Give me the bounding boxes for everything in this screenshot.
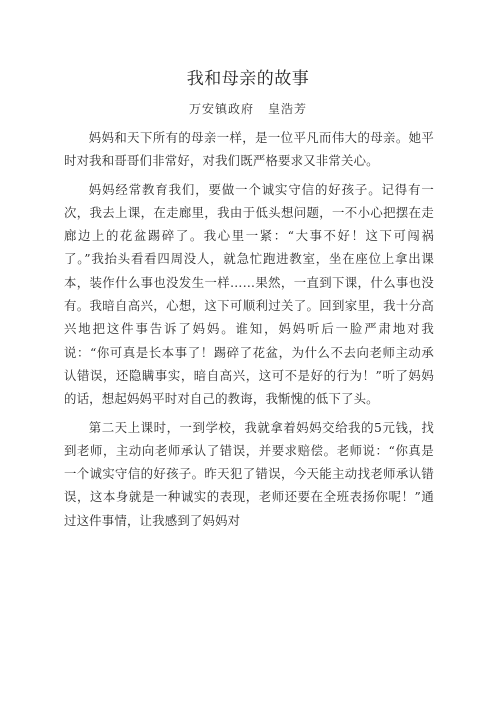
document-title: 我和母亲的故事 (186, 69, 310, 89)
document-body (64, 126, 434, 537)
author-name: 皇浩芳 (268, 102, 308, 116)
author-line (0, 100, 496, 117)
paragraph: 第二天上课时，一到学校，我就拿着妈妈交给我的5元钱，找到老师，主动向老师承认了错误，并要求赔偿。老师说：“你真是一个诚实守信的好孩子。昨天犯了错误，今天能主动找老师承认错误，这本身就是一种诚实的表现，老师还要在全班表扬你呢！”通过这件事情，让我感到了妈妈对 (64, 419, 434, 528)
author-affiliation: 万安镇政府 (188, 102, 254, 116)
paragraph: 妈妈和天下所有的母亲一样，是一位平凡而伟大的母亲。她平时对我和哥哥们非常好，对我们既严格要求又非常关心。 (64, 130, 434, 169)
paragraph: 妈妈经常教育我们，要做一个诚实守信的好孩子。记得有一次，我去上课，在走廊里，我由于低头想问题，一不小心把摆在走廊边上的花盆踢碎了。我心里一紧：“大事不好！这下可闯祸了。”我抬头看看四周没人，就急忙跑进教室，坐在座位上拿出课本，装作什么事也没发生一样……果然，一直到下课，什么事也没有。我暗自高兴，心想，这下可顺利过关了。回到家里，我十分高兴地把这件事告诉了妈妈。谁知，妈妈听后一脸严肃地对我说：“你可真是长本事了！踢碎了花盆，为什么不去向老师主动承认错误，还隐瞒事实，暗自高兴，这可不是好的行为！”听了妈妈的话，想起妈妈平时对自己的教诲，我惭愧的低下了头。 (64, 181, 434, 407)
